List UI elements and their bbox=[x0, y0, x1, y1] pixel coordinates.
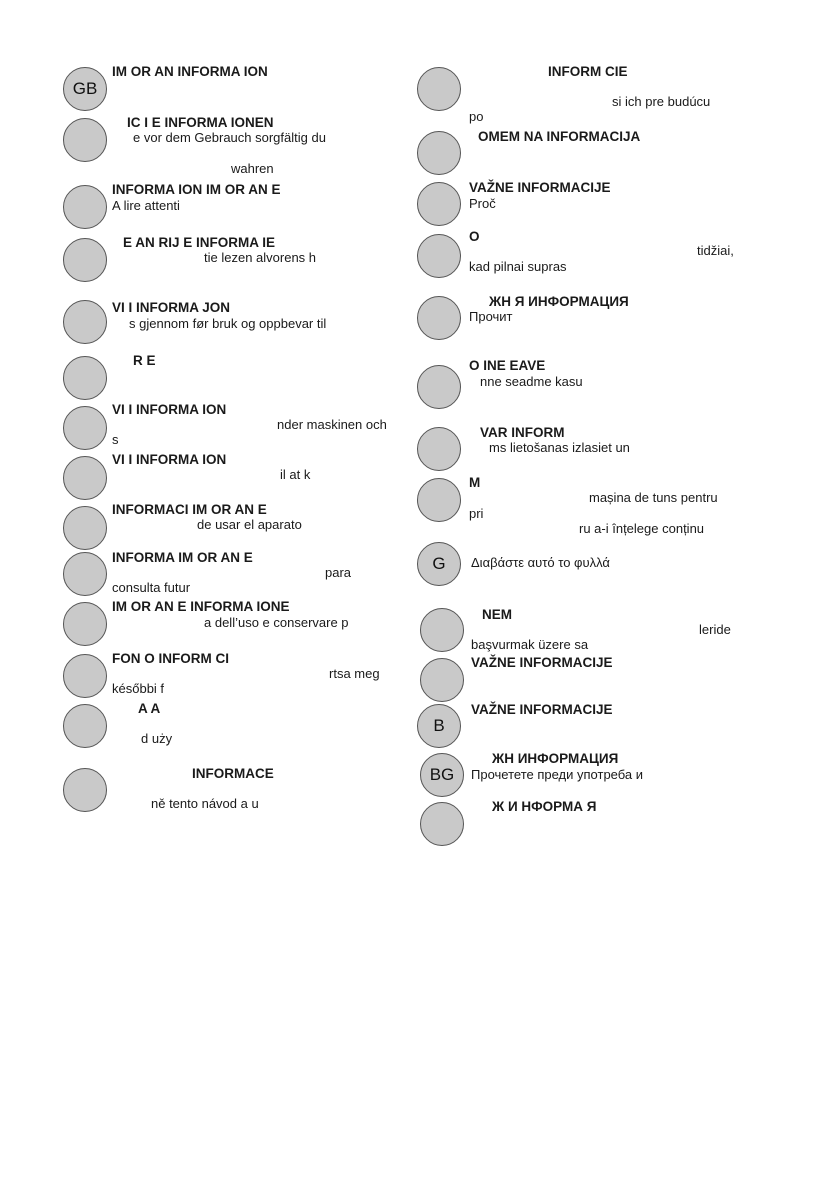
text-lt: kad pilnai supras bbox=[469, 259, 567, 274]
badge-label: B bbox=[433, 716, 445, 735]
text-hu: későbbi f bbox=[112, 681, 165, 696]
heading-nl: E AN RIJ E INFORMA IE bbox=[123, 235, 276, 250]
heading-cz: INFORMACE bbox=[192, 766, 274, 781]
text-tr: başvurmak üzere sa bbox=[471, 637, 589, 652]
language-circle bbox=[63, 506, 107, 550]
heading-gb: IM OR AN INFORMA ION bbox=[112, 64, 268, 79]
language-circle bbox=[417, 234, 461, 278]
text-de: e vor dem Gebrauch sorgfältig du bbox=[133, 130, 326, 145]
text-bg: Прочетете преди употреба и bbox=[471, 767, 644, 782]
heading-bg: ЖН ИНФОРМАЦИЯ bbox=[492, 751, 619, 766]
language-circle bbox=[63, 552, 107, 596]
heading-ro: M bbox=[469, 475, 481, 490]
heading-tr: NEM bbox=[482, 607, 512, 622]
language-circle bbox=[417, 365, 461, 409]
heading-si: OMEM NA INFORMACIJA bbox=[478, 129, 641, 144]
language-circle bbox=[417, 131, 461, 175]
language-circle bbox=[417, 478, 461, 522]
heading-fr: INFORMA ION IM OR AN E bbox=[112, 182, 281, 197]
heading-pl: A A bbox=[138, 701, 161, 716]
heading-fi: R E bbox=[133, 353, 156, 368]
text-sk: po bbox=[469, 109, 484, 124]
text-gr: Διαβάστε αυτό το φυλλά bbox=[471, 555, 610, 570]
text-lv: ms lietošanas izlasiet un bbox=[489, 440, 630, 455]
country-badge-g bbox=[417, 542, 461, 586]
badge-label: GB bbox=[72, 79, 98, 98]
language-circle bbox=[420, 658, 464, 702]
heading-de: IC I E INFORMA IONEN bbox=[127, 115, 274, 130]
heading-it: IM OR AN E INFORMA IONE bbox=[112, 599, 290, 614]
language-circle bbox=[63, 654, 107, 698]
heading-sk: INFORM CIE bbox=[548, 64, 628, 79]
heading-dk: VI I INFORMA ION bbox=[112, 452, 227, 467]
language-circle bbox=[417, 182, 461, 226]
language-circle bbox=[63, 118, 107, 162]
text-ro: mașina de tuns pentru bbox=[589, 490, 718, 505]
text-tr: leride bbox=[699, 622, 731, 637]
text-pl: d uży bbox=[141, 731, 173, 746]
language-circle bbox=[63, 602, 107, 646]
country-badge-bg bbox=[420, 753, 464, 797]
text-ro: ru a-i înțelege conținu bbox=[579, 521, 705, 536]
heading-hr: VAŽNE INFORMACIJE bbox=[469, 180, 611, 195]
language-circle bbox=[417, 427, 461, 471]
country-badge-b bbox=[417, 704, 461, 748]
heading-lv: VAR INFORM bbox=[480, 425, 565, 440]
text-ro: pri bbox=[469, 506, 484, 521]
language-circle bbox=[420, 802, 464, 846]
heading-no: VI I INFORMA JON bbox=[112, 300, 231, 315]
language-circle bbox=[63, 456, 107, 500]
language-circle bbox=[63, 238, 107, 282]
language-circle bbox=[63, 768, 107, 812]
heading-pt: INFORMA IM OR AN E bbox=[112, 550, 253, 565]
text-nl: tie lezen alvorens h bbox=[204, 250, 317, 265]
heading-sr: VAŽNE INFORMACIJE bbox=[471, 655, 613, 670]
text-hu: rtsa meg bbox=[329, 666, 380, 681]
text-dk: il at k bbox=[280, 467, 311, 482]
text-hr: Proč bbox=[469, 196, 496, 211]
text-pt: consulta futur bbox=[112, 580, 191, 595]
country-badge-gb bbox=[63, 67, 107, 111]
text-se: nder maskinen och bbox=[277, 417, 387, 432]
text-pt: para bbox=[325, 565, 352, 580]
heading-se: VI I INFORMA ION bbox=[112, 402, 227, 417]
heading-bs: VAŽNE INFORMACIJE bbox=[471, 702, 613, 717]
badge-label: BG bbox=[429, 765, 455, 784]
badge-label: G bbox=[432, 554, 446, 573]
language-circle bbox=[63, 185, 107, 229]
language-circle bbox=[417, 67, 461, 111]
language-circle bbox=[63, 300, 107, 344]
language-circle bbox=[420, 608, 464, 652]
text-de: wahren bbox=[231, 161, 274, 176]
text-no: s gjennom før bruk og oppbevar til bbox=[129, 316, 327, 331]
language-circle bbox=[63, 406, 107, 450]
heading-lt: O bbox=[469, 229, 480, 244]
language-circle bbox=[417, 296, 461, 340]
text-ru: Прочит bbox=[469, 309, 513, 324]
text-sk: si ich pre budúcu bbox=[612, 94, 711, 109]
text-es: de usar el aparato bbox=[197, 517, 302, 532]
heading-ru: ЖН Я ИНФОРМАЦИЯ bbox=[489, 294, 629, 309]
text-se: s bbox=[112, 432, 119, 447]
text-cz: ně tento návod a u bbox=[151, 796, 259, 811]
text-it: a dell’uso e conservare p bbox=[204, 615, 349, 630]
text-fr: A lire attenti bbox=[112, 198, 180, 213]
heading-ua: Ж И НФОРМА Я bbox=[492, 799, 597, 814]
heading-hu: FON O INFORM CI bbox=[112, 651, 229, 666]
text-ee: nne seadme kasu bbox=[480, 374, 583, 389]
language-circle bbox=[63, 356, 107, 400]
heading-es: INFORMACI IM OR AN E bbox=[112, 502, 267, 517]
heading-ee: O INE EAVE bbox=[469, 358, 546, 373]
text-lt: tidžiai, bbox=[697, 243, 734, 258]
language-circle bbox=[63, 704, 107, 748]
